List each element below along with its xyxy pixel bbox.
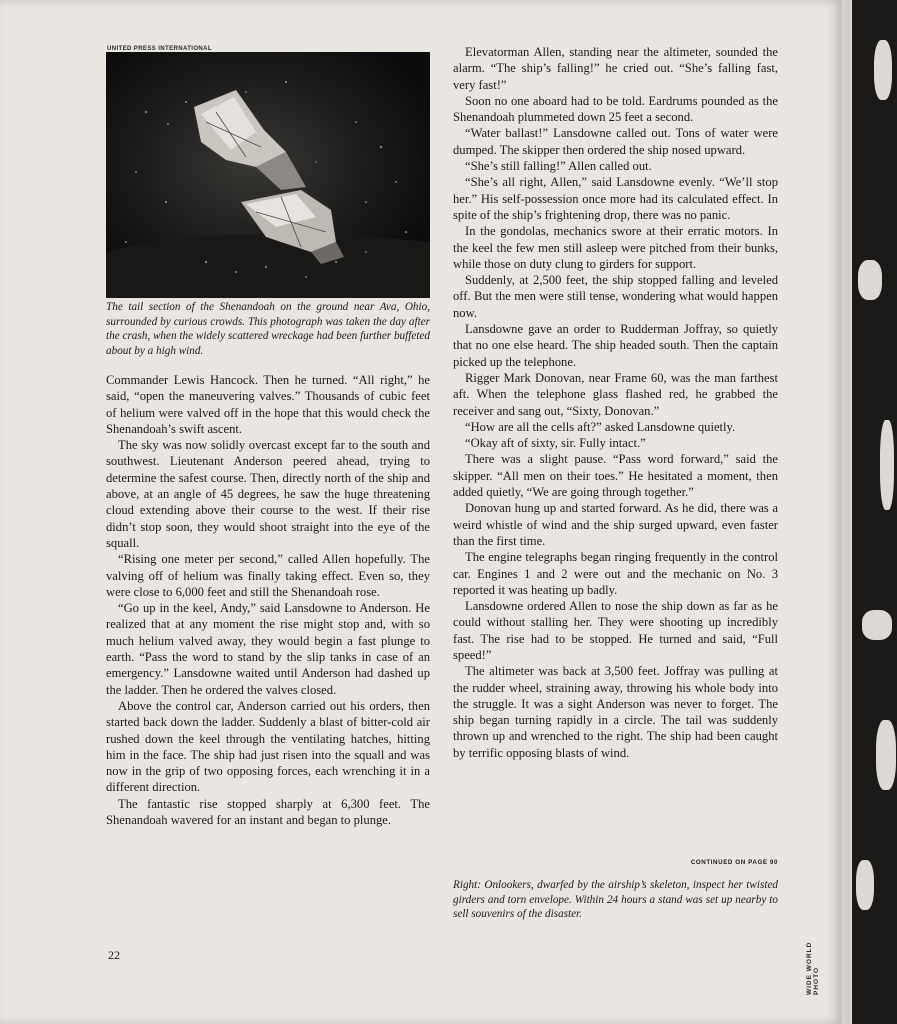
continued-label: CONTINUED ON PAGE 90: [690, 859, 778, 866]
paragraph: “Okay aft of sixty, sir. Fully intact.”: [465, 436, 646, 451]
paragraph: The altimeter was back at 3,500 feet. Joffray was pulling at the rudder wheel, straining away, throwing his whole body into the struggle. It was a sight Anderson was never to forget. The ship began turning rapidly in a circle. The tail was suddenly thrown up and wrenched to the right. The ship had been caught by terrific opposing blasts of wind.: [453, 664, 778, 760]
paragraph: The engine telegraphs began ringing frequently in the control car. Engines 1 and 2 were out and the mechanic on No. 3 reported it was heating up badly.: [453, 550, 778, 597]
photo-caption: The tail section of the Shenandoah on the ground near Ava, Ohio, surrounded by curious crowds. This photograph was taken the day after the crash, when the widely scattered wreckage had been further buffeted about by a high wind.: [106, 301, 430, 357]
page-number: 22: [108, 948, 120, 962]
paragraph: “Go up in the keel, Andy,” said Lansdowne to Anderson. He realized that at any moment the rise might stop and, with so much helium valved away, they would begin a fast plunge to earth. “Pass the word to stand by the slip tanks in case of an emergency.” Lansdowne waited until Anderson had dashed up the ladder. Then he ordered the valves closed.: [106, 601, 430, 697]
paragraph: The fantastic rise stopped sharply at 6,300 feet. The Shenandoah wavered for an instant and began to plunge.: [106, 796, 430, 828]
paragraph: In the gondolas, mechanics swore at their erratic motors. In the keel the few men still asleep were pitched from their bunks, while those on duty clung to girders for support.: [453, 224, 778, 271]
left-column: [106, 372, 430, 828]
paragraph: “She’s all right, Allen,” said Lansdowne evenly. “We’ll stop her.” His self-possession once more had its calculated effect. In spite of the ship’s frightening drop, there was no panic.: [453, 175, 778, 222]
paragraph: Suddenly, at 2,500 feet, the ship stopped falling and leveled off. But the men were still tense, wondering what would happen now.: [453, 273, 778, 320]
wreckage-photo-image: [106, 52, 430, 298]
paragraph: “How are all the cells aft?” asked Lansdowne quietly.: [465, 419, 736, 434]
paragraph: Commander Lewis Hancock. Then he turned. “All right,” he said, “open the maneuvering valves.” Thousands of cubic feet of helium were valved off in the hope that this would check the Shenandoah’s swift ascent.: [106, 373, 430, 436]
wreckage-photo: [106, 52, 430, 298]
paragraph: “Water ballast!” Lansdowne called out. Tons of water were dumped. The skipper then ordered the ship nosed upward.: [453, 126, 778, 157]
paragraph: “She’s still falling!” Allen called out.: [465, 159, 652, 174]
paragraph: Elevatorman Allen, standing near the altimeter, sounded the alarm. “The ship’s falling!” he cried out. “She’s falling fast, very fast!”: [453, 45, 778, 92]
photo-credit: UNITED PRESS INTERNATIONAL: [107, 46, 212, 52]
paragraph: Lansdowne gave an order to Rudderman Joffray, so quietly that no one else heard. The ship headed south. Then the captain picked up the telephone.: [453, 322, 778, 369]
vertical-photo-credit: WIDE WORLD PHOTO: [806, 941, 820, 995]
paragraph: There was a slight pause. “Pass word forward,” said the skipper. “All men on their toes.” He hesitated a moment, then added quietly, “We are going through together.”: [453, 452, 778, 500]
paragraph: Soon no one aboard had to be told. Eardrums pounded as the Shenandoah plummeted down 25 feet a second.: [453, 93, 778, 125]
paragraph: Above the control car, Anderson carried out his orders, then started back down the ladder. Suddenly a blast of bitter-cold air rushed down the keel through the ventilating hatches, hitting him in the face. The ship had just risen into the squall and was now in the grip of two opposing forces, each wrenching it in a different direction.: [106, 698, 430, 795]
paragraph: The sky was now solidly overcast except far to the south and southwest. Lieutenant Anderson peered ahead, trying to determine the safest course. Then, directly north of the ship and above, at an angle of 45 degrees, he saw the huge threatening cloud extending above their course to the west. If their rise didn’t stop soon, they would shoot straight into the eye of the squall.: [106, 438, 430, 550]
adjacent-photo-edge: [852, 0, 897, 1024]
paragraph: Donovan hung up and started forward. As he did, there was a weird whistle of wind and the ship surged upward, even faster than the first time.: [453, 501, 778, 548]
right-photo-caption: Right: Onlookers, dwarfed by the airship’s skeleton, inspect her twisted girders and torn envelope. Within 24 hours a stand was set up nearby to sell souvenirs of the disaster.: [453, 879, 778, 920]
paragraph: Lansdowne ordered Allen to nose the ship down as far as he could without stalling her. They were shooting up incredibly fast. The rise had to be stopped. He turned and said, “Full speed!”: [453, 599, 778, 662]
paragraph: “Rising one meter per second,” called Allen hopefully. The valving off of helium was finally taking effect. Even so, they were close to 6,000 feet and still the Shenandoah rose.: [106, 552, 430, 599]
paragraph: Rigger Mark Donovan, near Frame 60, was the man farthest aft. When the telephone glass flashed red, he grabbed the receiver and sang out, “Sixty, Donovan.”: [453, 370, 778, 418]
right-column: [453, 44, 778, 761]
